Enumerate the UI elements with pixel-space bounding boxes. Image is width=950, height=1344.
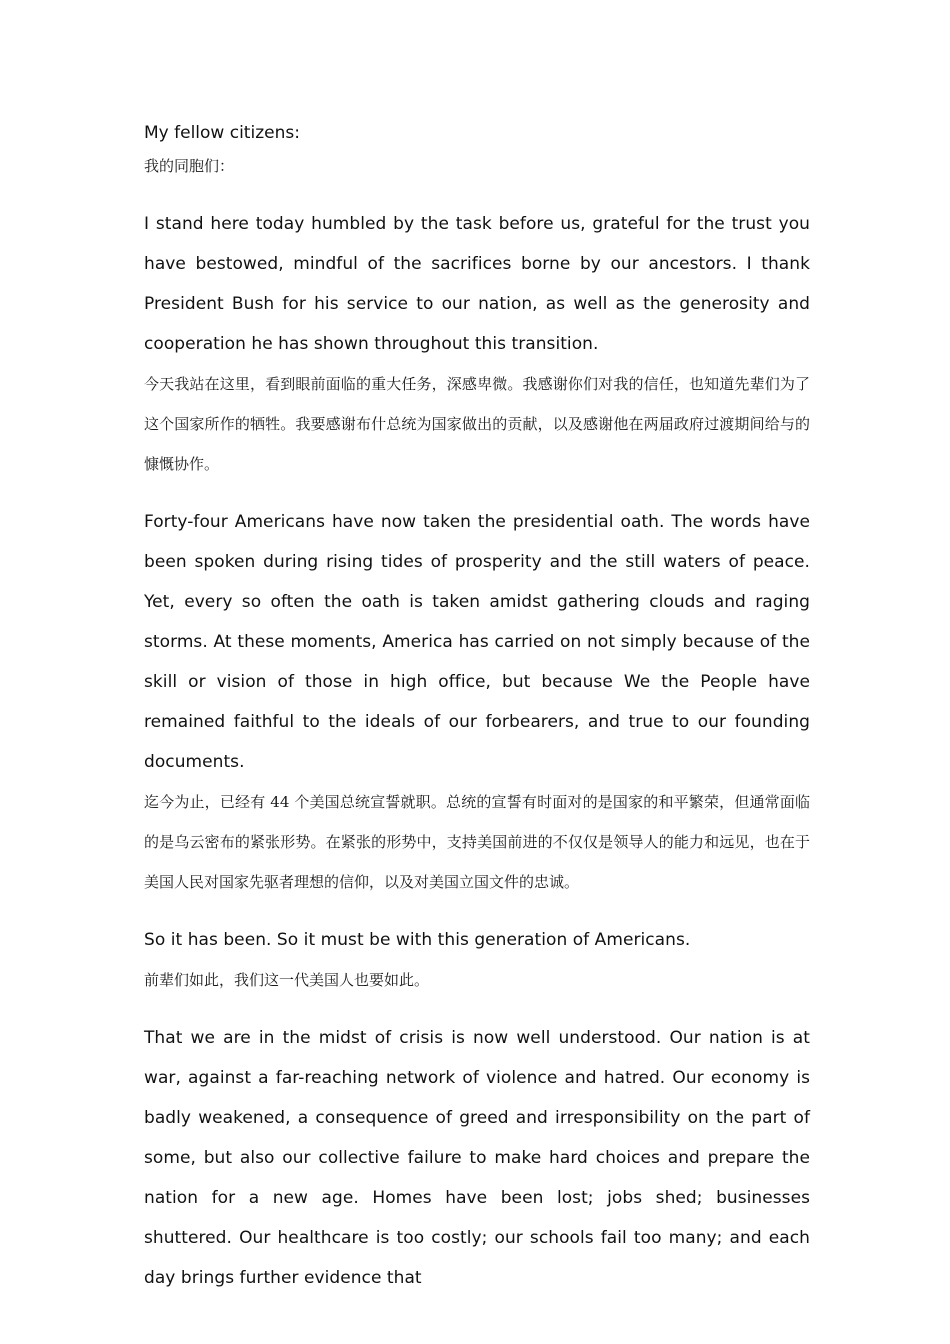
paragraph-3-chinese: 前辈们如此，我们这一代美国人也要如此。	[144, 971, 430, 989]
paragraph-4	[144, 1018, 810, 1298]
paragraph-1-chinese: 今天我站在这里，看到眼前面临的重大任务，深感卑微。我感谢你们对我的信任，也知道先辈们为了这个国家所作的牺牲。我要感谢布什总统为国家做出的贡献，以及感谢他在两届政府过渡期间给与的慷慨协作。	[144, 375, 810, 473]
paragraph-2	[144, 502, 810, 902]
salutation-english: My fellow citizens:	[144, 123, 300, 143]
paragraph-1	[144, 204, 810, 484]
paragraph-2-english: Forty-four Americans have now taken the presidential oath. The words have been spoken during rising tides of prosperity and the still waters of peace. Yet, every so often the oath is taken amidst gathering clouds and raging storms. At these moments, America has carried on not simply because of the skill or vision of those in high office, but because We the People have remained faithful to the ideals of our forbearers, and true to our founding documents.	[144, 512, 810, 772]
paragraph-4-english: That we are in the midst of crisis is now well understood. Our nation is at war, against a far-reaching network of violence and hatred. Our economy is badly weakened, a consequence of greed and irresponsibility on the part of some, but also our collective failure to make hard choices and prepare the nation for a new age. Homes have been lost; jobs shed; businesses shuttered. Our healthcare is too costly; our schools fail too many; and each day brings further evidence that	[144, 1028, 810, 1288]
paragraph-1-english: I stand here today humbled by the task before us, grateful for the trust you have bestowed, mindful of the sacrifices borne by our ancestors. I thank President Bush for his service to our nation, as well as the generosity and cooperation he has shown throughout this transition.	[144, 214, 810, 354]
salutation-chinese: 我的同胞们：	[144, 157, 235, 175]
paragraph-3	[144, 920, 810, 1000]
paragraph-2-chinese: 迄今为止，已经有 44 个美国总统宣誓就职。总统的宣誓有时面对的是国家的和平繁荣，但通常面临的是乌云密布的紧张形势。在紧张的形势中，支持美国前进的不仅仅是领导人的能力和远见，也在于美国人民对国家先驱者理想的信仰，以及对美国立国文件的忠诚。	[144, 793, 810, 891]
paragraph-3-english: So it has been. So it must be with this generation of Americans.	[144, 930, 691, 950]
document-body	[144, 118, 810, 1316]
